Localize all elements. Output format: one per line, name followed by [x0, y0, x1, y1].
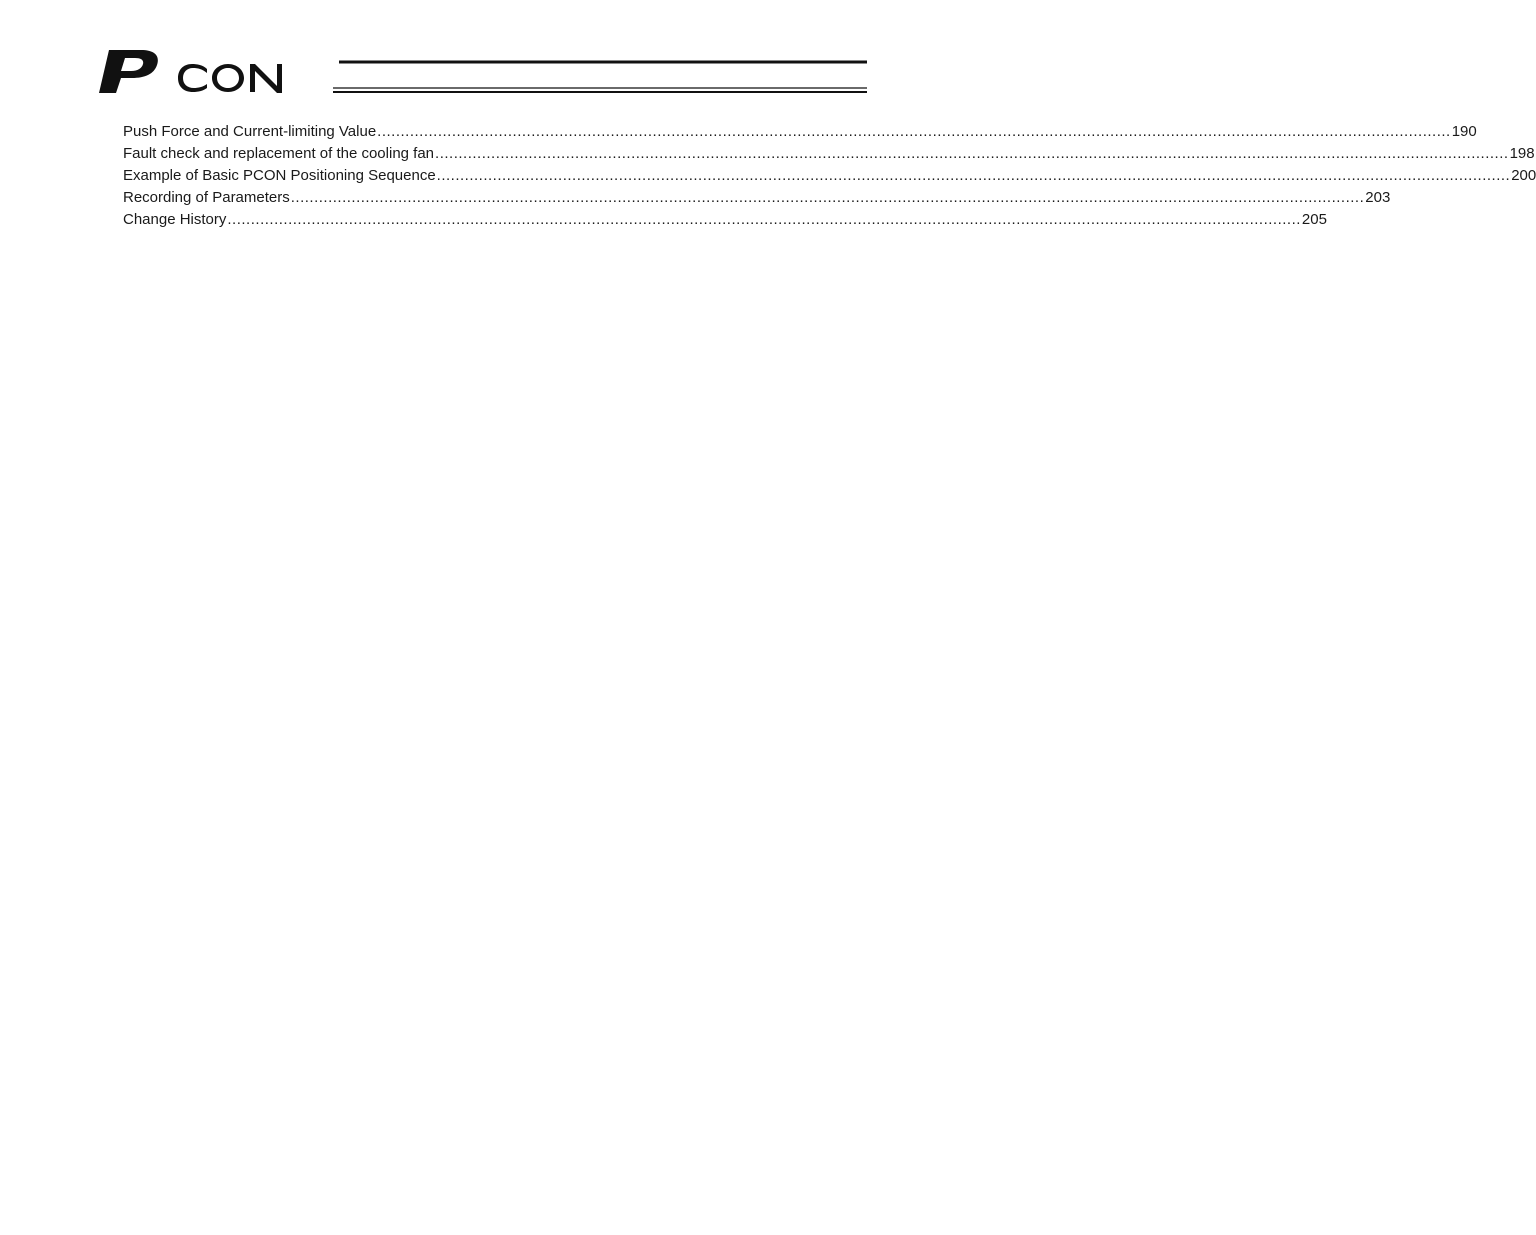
- toc-entry-title: Push Force and Current-limiting Value: [123, 123, 377, 140]
- toc-entry-title: Recording of Parameters: [123, 189, 290, 206]
- toc-entry[interactable]: [123, 187, 1391, 209]
- toc-leader-dots: [377, 121, 1451, 143]
- header-rule: [333, 60, 867, 96]
- toc-entry[interactable]: [123, 121, 1477, 143]
- toc-entry[interactable]: [123, 165, 1536, 187]
- table-of-contents: [123, 121, 1536, 231]
- toc-leader-dots: [227, 209, 1301, 231]
- pcon-logo: [97, 44, 340, 98]
- toc-entry-title: Fault check and replacement of the cooling fan: [123, 145, 435, 162]
- toc-entry[interactable]: [123, 143, 1535, 165]
- toc-entry-title: Example of Basic PCON Positioning Sequence: [123, 167, 436, 184]
- toc-leader-dots: [291, 187, 1365, 209]
- toc-entry-page: 200: [1511, 167, 1536, 184]
- toc-entry-page: 205: [1301, 211, 1327, 228]
- logo-text: PCON: [337, 44, 340, 45]
- toc-entry-page: 190: [1451, 123, 1477, 140]
- toc-entry[interactable]: [123, 209, 1327, 231]
- toc-entry-title: Change History: [123, 211, 227, 228]
- toc-leader-dots: [437, 165, 1511, 187]
- toc-entry-page: 198: [1509, 145, 1535, 162]
- page-header: [97, 44, 867, 98]
- toc-entry-page: 203: [1365, 189, 1391, 206]
- toc-leader-dots: [435, 143, 1509, 165]
